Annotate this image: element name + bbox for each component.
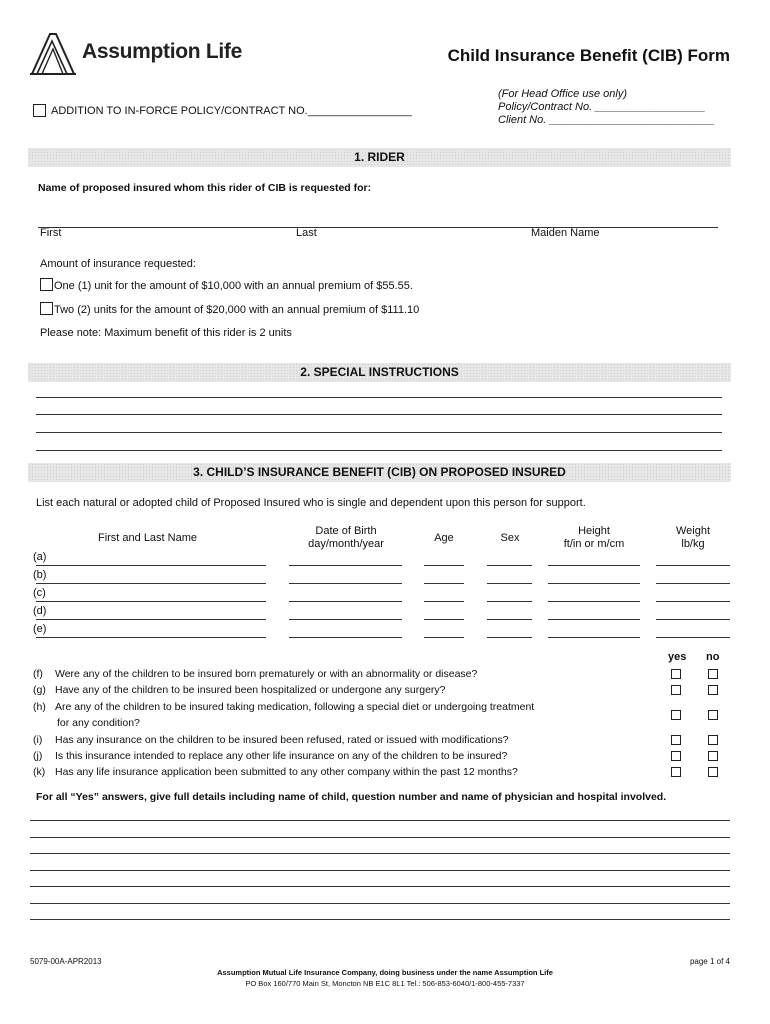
col-sex-header <box>488 532 532 545</box>
details-line[interactable] <box>30 870 730 871</box>
details-line[interactable] <box>30 820 730 821</box>
head-office-label: (For Head Office use only) <box>498 88 627 100</box>
question-text: Have any of the children to be insured been hospitalized or undergone any surgery? <box>55 684 446 696</box>
rider-prompt: Name of proposed insured whom this rider of CIB is requested for: <box>38 182 372 194</box>
child-weight-field[interactable] <box>656 601 730 602</box>
one-unit-checkbox[interactable] <box>40 278 53 291</box>
max-benefit-note: Please note: Maximum benefit of this rider is 2 units <box>40 327 292 339</box>
col-height-label: Height <box>578 525 610 537</box>
form-title: Child Insurance Benefit (CIB) Form <box>447 46 730 65</box>
col-weight-unit: lb/kg <box>681 538 705 550</box>
no-column-label: no <box>706 651 720 663</box>
child-age-field[interactable] <box>424 583 464 584</box>
col-dob-header <box>290 525 402 551</box>
yes-checkbox[interactable] <box>671 735 681 745</box>
yes-column-label: yes <box>668 651 687 663</box>
child-height-field[interactable] <box>548 565 640 566</box>
col-height-header <box>548 525 640 551</box>
child-weight-field[interactable] <box>656 619 730 620</box>
col-age-header <box>424 532 464 545</box>
question-text: Are any of the children to be insured taking medication, following a special diet or undergoing treatment <box>55 701 535 713</box>
question-text: Has any insurance on the children to be insured been refused, rated or issued with modifications? <box>55 734 509 746</box>
children-intro: List each natural or adopted child of Proposed Insured who is single and dependent upon this person for support. <box>36 497 586 509</box>
last-name-label: Last <box>296 227 317 239</box>
details-line[interactable] <box>30 837 730 838</box>
section-cib-header: 3. CHILD’S INSURANCE BENEFIT (CIB) ON PROPOSED INSURED <box>28 463 731 482</box>
insured-name-line[interactable] <box>38 227 718 228</box>
company-logo <box>28 30 78 78</box>
instructions-line[interactable] <box>36 397 722 398</box>
question-letter: (i) <box>33 734 43 746</box>
question-letter: (f) <box>33 668 43 680</box>
child-name-field[interactable] <box>36 565 266 566</box>
child-name-field[interactable] <box>36 637 266 638</box>
child-dob-field[interactable] <box>289 637 402 638</box>
col-name-label: First and Last Name <box>97 532 198 544</box>
addition-checkbox[interactable] <box>33 104 46 117</box>
no-checkbox[interactable] <box>708 751 718 761</box>
child-weight-field[interactable] <box>656 637 730 638</box>
two-units-checkbox[interactable] <box>40 302 53 315</box>
child-age-field[interactable] <box>424 637 464 638</box>
first-name-label: First <box>40 227 62 239</box>
child-height-field[interactable] <box>548 583 640 584</box>
details-line[interactable] <box>30 886 730 887</box>
instructions-line[interactable] <box>36 414 722 415</box>
child-height-field[interactable] <box>548 637 640 638</box>
addition-label: ADDITION TO IN-FORCE POLICY/CONTRACT NO._________________ <box>51 105 412 117</box>
yes-checkbox[interactable] <box>671 751 681 761</box>
child-weight-field[interactable] <box>656 565 730 566</box>
question-text: Is this insurance intended to replace any other life insurance on any of the children to be insured? <box>55 750 508 762</box>
details-line[interactable] <box>30 853 730 854</box>
child-row-label: (a) <box>33 551 47 563</box>
section-special-instructions-header: 2. SPECIAL INSTRUCTIONS <box>28 363 731 382</box>
no-checkbox[interactable] <box>708 735 718 745</box>
company-name: Assumption Mutual Life Insurance Company, doing business under the name Assumption Life <box>217 968 553 977</box>
question-text-continued: for any condition? <box>57 717 140 729</box>
col-dob-label: Date of Birth <box>315 525 377 537</box>
child-name-field[interactable] <box>36 619 266 620</box>
question-letter: (j) <box>33 750 43 762</box>
question-text: Were any of the children to be insured born prematurely or with an abnormality or disease? <box>55 668 478 680</box>
question-letter: (k) <box>33 766 46 778</box>
col-weight-label: Weight <box>675 525 711 537</box>
head-office-box <box>498 88 715 127</box>
child-age-field[interactable] <box>424 601 464 602</box>
page-number: page 1 of 4 <box>689 957 730 966</box>
details-line[interactable] <box>30 903 730 904</box>
col-sex-label: Sex <box>500 532 520 544</box>
no-checkbox[interactable] <box>708 767 718 777</box>
col-name-header <box>60 532 235 545</box>
client-number-field[interactable]: Client No. ___________________________ <box>498 114 715 126</box>
question-letter: (h) <box>33 701 46 713</box>
child-age-field[interactable] <box>424 619 464 620</box>
yes-checkbox[interactable] <box>671 710 681 720</box>
question-text: Has any life insurance application been submitted to any other company within the past 12 months? <box>55 766 518 778</box>
yes-checkbox[interactable] <box>671 669 681 679</box>
col-dob-format: day/month/year <box>308 538 384 550</box>
child-dob-field[interactable] <box>289 601 402 602</box>
child-dob-field[interactable] <box>289 583 402 584</box>
child-sex-field[interactable] <box>487 583 532 584</box>
child-sex-field[interactable] <box>487 565 532 566</box>
form-code: 5079-00A-APR2013 <box>30 957 102 966</box>
child-row-label: (c) <box>33 587 46 599</box>
section-rider-header: 1. RIDER <box>28 148 731 167</box>
child-name-field[interactable] <box>36 601 266 602</box>
child-sex-field[interactable] <box>487 619 532 620</box>
col-height-unit: ft/in or m/cm <box>563 538 625 550</box>
maiden-name-label: Maiden Name <box>531 227 600 239</box>
one-unit-label: One (1) unit for the amount of $10,000 with an annual premium of $55.55. <box>54 280 413 292</box>
company-address: PO Box 160/770 Main St, Moncton NB E1C 8L1 Tel.: 506-853-6040/1-800-455-7337 <box>245 979 525 988</box>
child-sex-field[interactable] <box>487 637 532 638</box>
no-checkbox[interactable] <box>708 710 718 720</box>
child-height-field[interactable] <box>548 601 640 602</box>
child-sex-field[interactable] <box>487 601 532 602</box>
yes-checkbox[interactable] <box>671 767 681 777</box>
two-units-label: Two (2) units for the amount of $20,000 with an annual premium of $111.10 <box>54 304 420 316</box>
child-row-label: (d) <box>33 605 47 617</box>
child-name-field[interactable] <box>36 583 266 584</box>
child-row-label: (b) <box>33 569 47 581</box>
yes-details-note: For all “Yes” answers, give full details including name of child, question number and name of physician and hospital involved. <box>36 791 667 803</box>
child-row-label: (e) <box>33 623 47 635</box>
yes-checkbox[interactable] <box>671 685 681 695</box>
instructions-line[interactable] <box>36 432 722 433</box>
child-weight-field[interactable] <box>656 583 730 584</box>
child-dob-field[interactable] <box>289 565 402 566</box>
child-height-field[interactable] <box>548 619 640 620</box>
logo-triangle-icon <box>28 30 78 78</box>
amount-label: Amount of insurance requested: <box>40 258 196 270</box>
child-dob-field[interactable] <box>289 619 402 620</box>
no-checkbox[interactable] <box>708 669 718 679</box>
question-letter: (g) <box>33 684 46 696</box>
policy-contract-field[interactable]: Policy/Contract No. __________________ <box>498 101 706 113</box>
no-checkbox[interactable] <box>708 685 718 695</box>
instructions-line[interactable] <box>36 450 722 451</box>
details-line[interactable] <box>30 919 730 920</box>
col-age-label: Age <box>434 532 454 544</box>
logo-text: Assumption Life <box>82 40 243 63</box>
col-weight-header <box>656 525 730 551</box>
child-age-field[interactable] <box>424 565 464 566</box>
